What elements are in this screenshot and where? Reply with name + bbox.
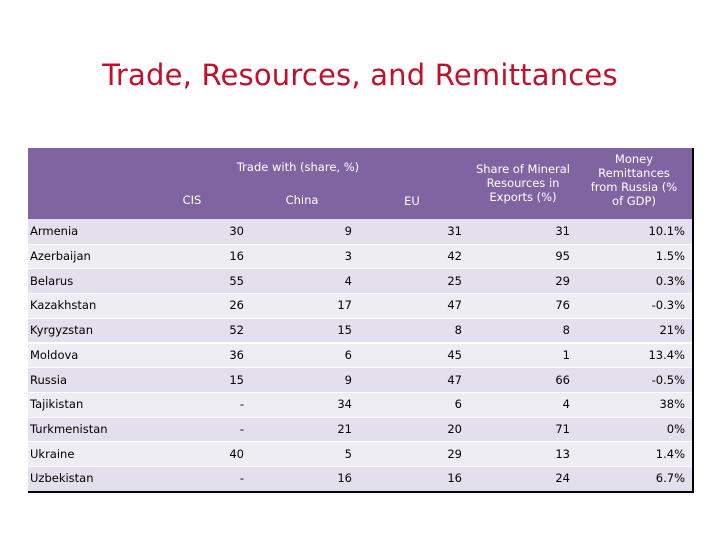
cell-remittances: 1.5% (655, 249, 685, 264)
cell-remittances: 10.1% (648, 224, 685, 239)
table-header (28, 148, 692, 219)
cell-cis: 36 (229, 347, 244, 362)
cell-eu: 25 (447, 273, 462, 288)
cell-mineral: 31 (555, 224, 570, 239)
header-remittances: Money Remittances from Russia (% of GDP) (590, 152, 678, 208)
cell-mineral: 4 (562, 397, 570, 412)
cell-mineral: 1 (562, 347, 570, 362)
cell-country: Ukraine (30, 446, 75, 461)
table-row (28, 441, 692, 466)
cell-mineral: 8 (562, 323, 570, 338)
row-divider (28, 293, 692, 294)
row-divider (28, 367, 692, 368)
cell-china: 21 (337, 421, 352, 436)
cell-mineral: 95 (555, 249, 570, 264)
cell-mineral: 76 (555, 298, 570, 313)
cell-cis: - (239, 397, 244, 412)
cell-country: Uzbekistan (30, 471, 94, 486)
cell-eu: 20 (447, 421, 462, 436)
cell-remittances: 13.4% (648, 347, 685, 362)
cell-cis: 30 (229, 224, 244, 239)
cell-cis: - (239, 471, 244, 486)
cell-china: 9 (344, 224, 352, 239)
row-divider (28, 268, 692, 269)
cell-mineral: 66 (555, 372, 570, 387)
cell-remittances: -0.5% (651, 372, 685, 387)
cell-remittances: 0.3% (655, 273, 685, 288)
cell-mineral: 13 (555, 446, 570, 461)
cell-eu: 45 (447, 347, 462, 362)
cell-china: 17 (337, 298, 352, 313)
header-mineral: Share of Mineral Resources in Exports (%) (475, 162, 571, 204)
cell-cis: 40 (229, 446, 244, 461)
row-divider (28, 343, 692, 344)
header-eu: EU (404, 194, 420, 208)
cell-cis: 16 (229, 249, 244, 264)
row-divider (28, 466, 692, 467)
cell-country: Russia (30, 372, 67, 387)
table-row (28, 343, 692, 368)
header-cis: CIS (182, 193, 202, 207)
table-row (28, 244, 692, 269)
table-row (28, 367, 692, 392)
row-divider (28, 318, 692, 319)
cell-china: 15 (337, 323, 352, 338)
data-table (28, 148, 692, 491)
cell-china: 6 (344, 347, 352, 362)
cell-eu: 16 (447, 471, 462, 486)
table-border-right (692, 148, 694, 491)
cell-china: 16 (337, 471, 352, 486)
cell-china: 3 (344, 249, 352, 264)
cell-cis: 15 (229, 372, 244, 387)
cell-country: Kazakhstan (30, 298, 97, 313)
table-row (28, 268, 692, 293)
cell-cis: - (239, 421, 244, 436)
cell-remittances: 21% (659, 323, 685, 338)
cell-mineral: 29 (555, 273, 570, 288)
cell-eu: 31 (447, 224, 462, 239)
cell-mineral: 24 (555, 471, 570, 486)
cell-eu: 47 (447, 372, 462, 387)
cell-country: Armenia (30, 224, 79, 239)
cell-country: Belarus (30, 273, 74, 288)
table-row (28, 318, 692, 343)
table-border-bottom (28, 491, 694, 493)
table-row (28, 392, 692, 417)
slide-title: Trade, Resources, and Remittances (102, 58, 618, 92)
cell-eu: 42 (447, 249, 462, 264)
cell-remittances: 6.7% (655, 471, 685, 486)
cell-cis: 55 (229, 273, 244, 288)
row-divider (28, 441, 692, 442)
cell-country: Tajikistan (30, 397, 84, 412)
cell-cis: 52 (229, 323, 244, 338)
cell-country: Azerbaijan (30, 249, 91, 264)
cell-mineral: 71 (555, 421, 570, 436)
cell-remittances: 1.4% (655, 446, 685, 461)
cell-remittances: -0.3% (651, 298, 685, 313)
cell-remittances: 0% (666, 421, 685, 436)
table-row (28, 417, 692, 442)
cell-remittances: 38% (659, 397, 685, 412)
cell-country: Moldova (30, 347, 79, 362)
cell-country: Kyrgyzstan (30, 323, 94, 338)
cell-china: 5 (344, 446, 352, 461)
cell-eu: 8 (454, 323, 462, 338)
cell-cis: 26 (229, 298, 244, 313)
cell-eu: 6 (454, 397, 462, 412)
header-china: China (285, 193, 319, 207)
table-row (28, 466, 692, 491)
cell-country: Turkmenistan (30, 421, 108, 436)
row-divider (28, 244, 692, 245)
header-trade-group: Trade with (share, %) (236, 160, 360, 174)
table-row (28, 219, 692, 244)
cell-china: 4 (344, 273, 352, 288)
cell-eu: 29 (447, 446, 462, 461)
row-divider (28, 417, 692, 418)
cell-china: 34 (337, 397, 352, 412)
table-row (28, 293, 692, 318)
row-divider (28, 392, 692, 393)
cell-china: 9 (344, 372, 352, 387)
cell-eu: 47 (447, 298, 462, 313)
